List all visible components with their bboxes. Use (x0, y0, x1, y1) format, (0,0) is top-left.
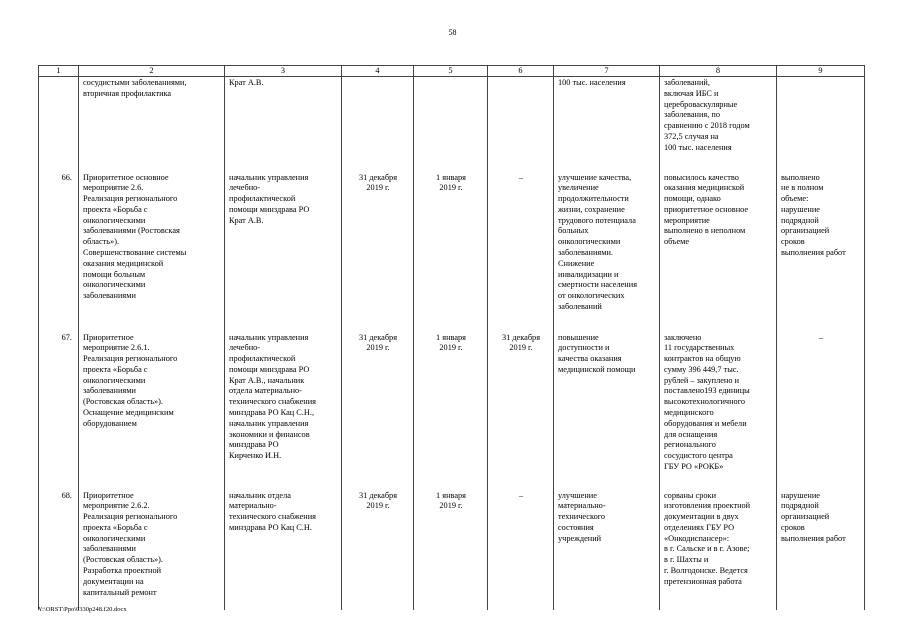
expected-result-cell: улучшение материально- технического состояния учреждений (554, 490, 660, 610)
row-number: 67. (39, 332, 79, 490)
table-row (39, 490, 865, 610)
measure-cell: Приоритетное мероприятие 2.6.1. Реализация регионального проекта «Борьба с онкологическими заболеваниями (Ростовская область»). Оснащение медицинским оборудованием (79, 332, 225, 490)
measure-cell: Приоритетное мероприятие 2.6.2. Реализация регионального проекта «Борьба с онкологическими заболеваниями (Ростовская область»). Разработка проектной документации на капитальный ремонт (79, 490, 225, 610)
fact-end-cell: – (488, 490, 554, 610)
expected-result-cell: 100 тыс. населения (554, 77, 660, 172)
plan-end-cell (342, 77, 414, 172)
col-header-7: 7 (554, 66, 660, 77)
plan-end-cell: 31 декабря 2019 г. (342, 490, 414, 610)
expected-result-cell: улучшение качества, увеличение продолжительности жизни, сохранение трудового потенциала больных онкологическими заболеваниями. Снижение инвалидизации и смертности населения от онкологических заболеваний (554, 172, 660, 332)
fact-end-cell (488, 77, 554, 172)
achieved-result-cell: повысилось качество оказания медицинской помощи, однако приоритетное основное мероприятие выполнено в неполном объеме (660, 172, 777, 332)
col-header-6: 6 (488, 66, 554, 77)
page-number: 58 (448, 28, 457, 37)
row-number (39, 77, 79, 172)
plan-end-cell: 31 декабря 2019 г. (342, 172, 414, 332)
fact-start-cell: 1 января 2019 г. (414, 332, 488, 490)
expected-result-cell: повышение доступности и качества оказания медицинской помощи (554, 332, 660, 490)
col-header-3: 3 (225, 66, 342, 77)
problems-cell: – (777, 332, 865, 490)
plan-end-cell: 31 декабря 2019 г. (342, 332, 414, 490)
table-row (39, 332, 865, 490)
col-header-8: 8 (660, 66, 777, 77)
achieved-result-cell: заключено 11 государственных контрактов на общую сумму 396 449,7 тыс. рублей – закуплено и поставлено193 единицы высокотехнологичного медицинского оборудования и мебели для оснащения регионального сосудистого центра ГБУ РО «РОКБ» (660, 332, 777, 490)
measure-cell: сосудистыми заболеваниями, вторичная профилактика (79, 77, 225, 172)
fact-end-cell: 31 декабря 2019 г. (488, 332, 554, 490)
col-header-1: 1 (39, 66, 79, 77)
problems-cell: нарушение подрядной организацией сроков выполнения работ (777, 490, 865, 610)
row-number: 66. (39, 172, 79, 332)
fact-start-cell: 1 января 2019 г. (414, 490, 488, 610)
fact-end-cell: – (488, 172, 554, 332)
table-header-row (39, 66, 865, 77)
file-path-footer: Y:\ORST\Ppo\0330p248.f20.docx (38, 606, 127, 613)
col-header-5: 5 (414, 66, 488, 77)
table-row (39, 172, 865, 332)
col-header-2: 2 (79, 66, 225, 77)
fact-start-cell: 1 января 2019 г. (414, 172, 488, 332)
responsible-cell: Крат А.В. (225, 77, 342, 172)
problems-cell (777, 77, 865, 172)
measure-cell: Приоритетное основное мероприятие 2.6. Реализация регионального проекта «Борьба с онкологическими заболеваниями (Ростовская область»). Совершенствование системы оказания медицинской помощи больным онкологическими заболеваниями (79, 172, 225, 332)
problems-cell: выполнено не в полном объеме: нарушение подрядной организацией сроков выполнения работ (777, 172, 865, 332)
achieved-result-cell: сорваны сроки изготовления проектной документации в двух отделениях ГБУ РО «Онкодиспансер»: в г. Сальске и в г. Азове; в г. Шахты и г. Волгодонске. Ведется претензионная работа (660, 490, 777, 610)
col-header-4: 4 (342, 66, 414, 77)
col-header-9: 9 (777, 66, 865, 77)
fact-start-cell (414, 77, 488, 172)
responsible-cell: начальник управления лечебно- профилактической помощи минздрава РО Крат А.В., начальник отдела материально- технического снабжения минздрава РО Кац С.Н., начальник управления экономики и финансов минздрава РО Кирченко И.Н. (225, 332, 342, 490)
responsible-cell: начальник управления лечебно- профилактической помощи минздрава РО Крат А.В. (225, 172, 342, 332)
achieved-result-cell: заболеваний, включая ИБС и цереброваскулярные заболевания, по сравнению с 2018 годом 372,5 случая на 100 тыс. населения (660, 77, 777, 172)
report-table (38, 65, 865, 610)
row-number: 68. (39, 490, 79, 610)
responsible-cell: начальник отдела материально- технического снабжения минздрава РО Кац С.Н. (225, 490, 342, 610)
table-row (39, 77, 865, 172)
